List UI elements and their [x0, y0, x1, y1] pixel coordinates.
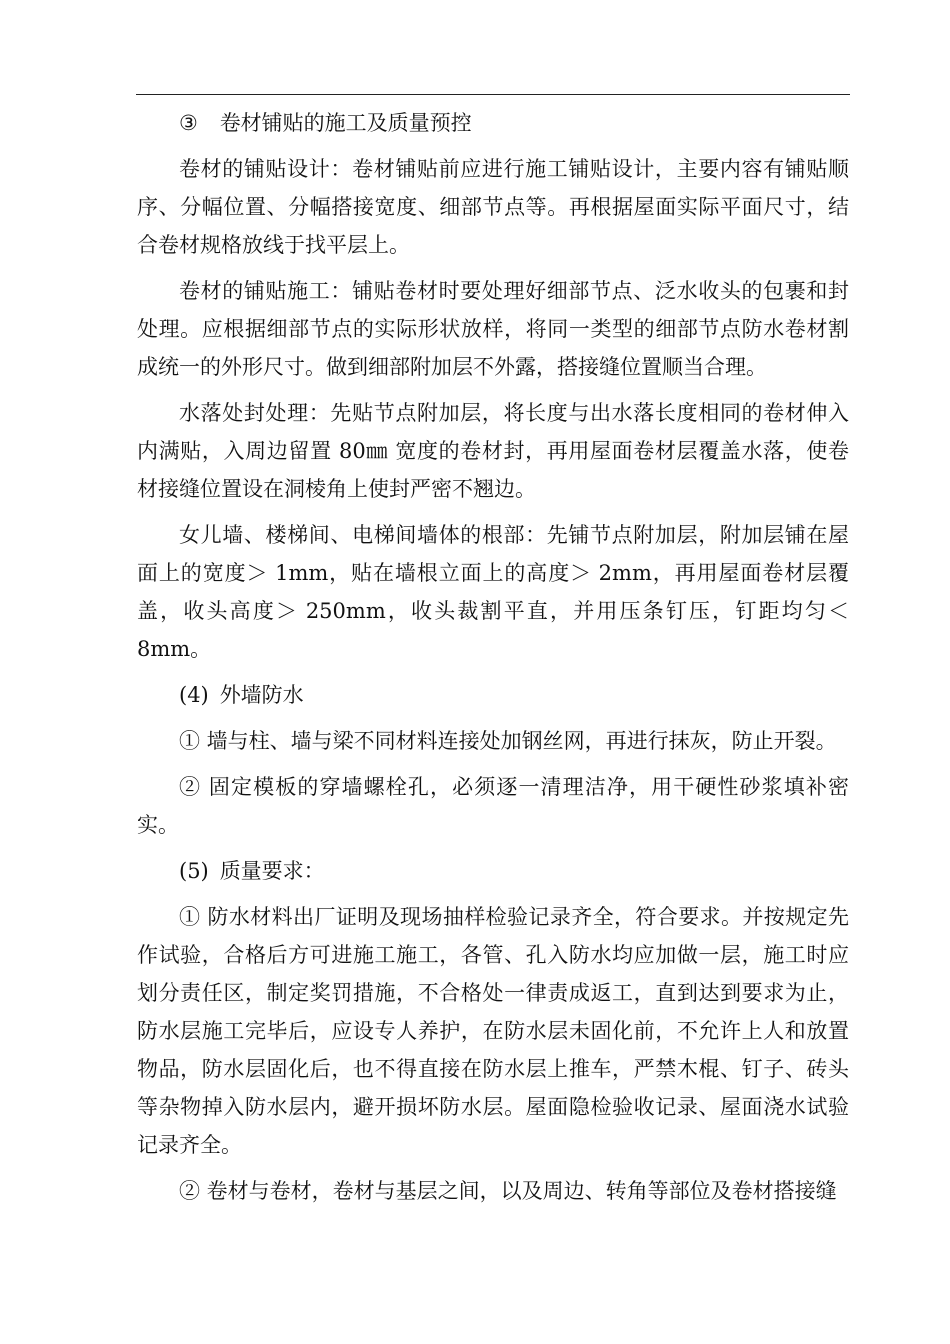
section-heading-4 [137, 676, 849, 714]
list-item: ② 卷材与卷材，卷材与基层之间，以及周边、转角等部位及卷材搭接缝 [179, 1179, 837, 1203]
list-item: ② 固定模板的穿墙螺栓孔，必须逐一清理洁净，用干硬性砂浆填补密实。 [137, 775, 849, 837]
document-body [137, 104, 849, 1218]
heading-text: 卷材铺贴的施工及质量预控 [219, 111, 472, 135]
heading-number: (5) [179, 859, 209, 883]
heading-text: 外墙防水 [219, 683, 304, 707]
paragraph-wall-base: 女儿墙、楼梯间、电梯间墙体的根部：先铺节点附加层，附加层铺在屋面上的宽度＞ 1mm，贴在墙根立面上的高度＞ 2mm，再用屋面卷材层覆盖，收头高度＞ 250mm，收头裁割平直，并用压条钉压，钉距均匀＜ 8mm。 [137, 523, 849, 661]
list-item: ① 防水材料出厂证明及现场抽样检验记录齐全，符合要求。并按规定先作试验，合格后方可进施工施工，各管、孔入防水均应加做一层，施工时应划分责任区，制定奖罚措施，不合格处一律责成返工，直到达到要求为止，防水层施工完毕后，应设专人养护，在防水层未固化前，不允许上人和放置物品，防水层固化后，也不得直接在防水层上推车，严禁木棍、钉子、砖头等杂物掉入防水层内，避开损坏防水层。屋面隐检验收记录、屋面浇水试验记录齐全。 [137, 905, 849, 1157]
paragraph-laying-construction: 卷材的铺贴施工：铺贴卷材时要处理好细部节点、泛水收头的包裹和封处理。应根据细部节点的实际形状放样，将同一类型的细部节点防水卷材割成统一的外形尺寸。做到细部附加层不外露，搭接缝位置顺当合理。 [137, 279, 849, 379]
heading-number: ③ [179, 111, 198, 135]
heading-text: 质量要求： [219, 859, 325, 883]
list-item: ① 墙与柱、墙与梁不同材料连接处加钢丝网，再进行抹灰，防止开裂。 [179, 729, 837, 753]
header-rule [136, 94, 850, 95]
paragraph-drain-sealing: 水落处封处理：先贴节点附加层，将长度与出水落长度相同的卷材伸入内满贴，入周边留置 80㎜ 宽度的卷材封，再用屋面卷材层覆盖水落，使卷材接缝位置设在洞棱角上使封严密不翘边。 [137, 401, 849, 501]
section-heading-5 [137, 852, 849, 890]
heading-number: (4) [179, 683, 209, 707]
paragraph-layout-design: 卷材的铺贴设计：卷材铺贴前应进行施工铺贴设计，主要内容有铺贴顺序、分幅位置、分幅搭接宽度、细部节点等。再根据屋面实际平面尺寸，结合卷材规格放线于找平层上。 [137, 157, 849, 257]
section-heading-3 [137, 104, 849, 142]
